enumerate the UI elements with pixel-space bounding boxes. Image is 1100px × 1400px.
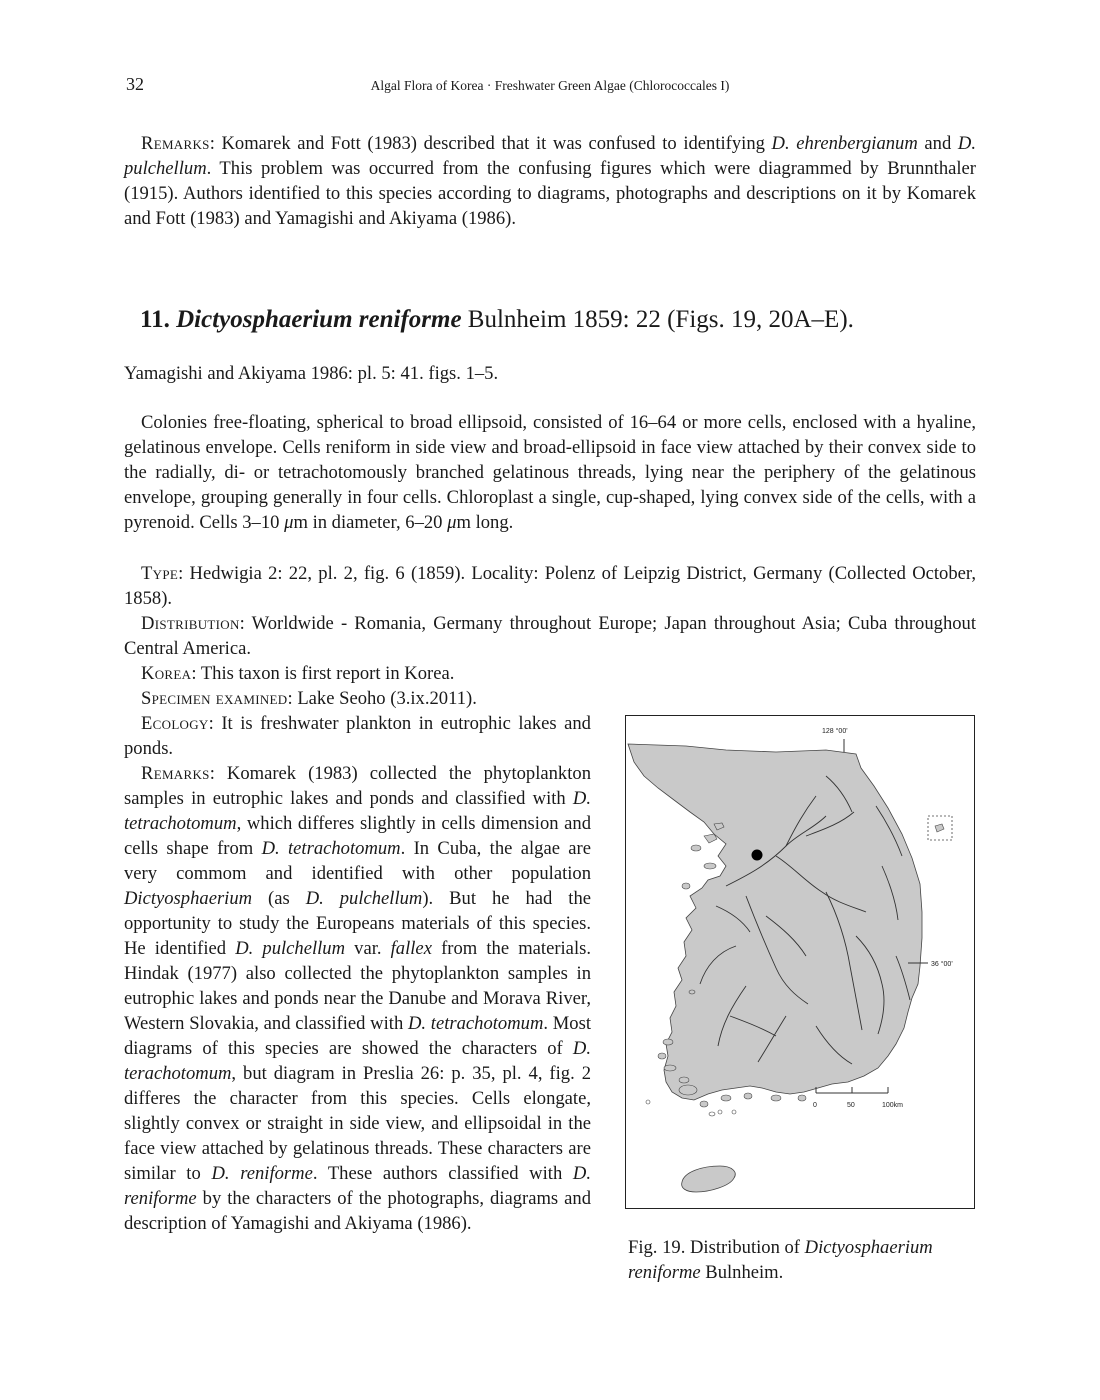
figure-caption bbox=[628, 1235, 976, 1285]
island bbox=[732, 1110, 736, 1114]
remarks2-text: . Most diagrams of this species are showed the characters of bbox=[124, 1013, 592, 1059]
scale-label-0: 0 bbox=[813, 1102, 817, 1109]
caption-text: Bulnheim. bbox=[700, 1262, 784, 1283]
left-column: Ecology: It is freshwater plankton in eutrophic lakes and ponds. Remarks: Komarek (1983) collected the phytoplankton samples in eutrophic lakes and ponds and classified with D. tetrachotomum, which differes slightly in cells dimension and cells shape from D. tetrachotomum. In Cuba, the algae are very commom and identified with other population Dictyosphaerium (as D. pulchellum). But he had the opportunity to study the Europeans materials of this species. He identified D. pulchellum var. fallex from the materials. Hindak (1977) also collected the phytoplankton samples in eutrophic lakes and ponds near the Danube and Morava River, Western Slovakia, and classified with D. tetrachotomum. Most diagrams of this species are showed the characters of D. terachotomum, but diagram in Preslia 26: p. 35, pl. 4, fig. 2 differes the character from this species. Cells elongate, slightly convex or straight in side view, and ellipsoidal in the face view attached by gelatinous threads. These characters are similar to D. reniforme. These authors classified with D. reniforme by the characters of the photographs, diagrams and description of Yamagishi and Akiyama (1986). bbox=[124, 713, 592, 1234]
korea-text: This taxon is first report in Korea. bbox=[200, 663, 455, 684]
island bbox=[704, 863, 716, 869]
ecology-text: It is freshwater plankton in eutrophic lakes and ponds. bbox=[124, 713, 591, 759]
longitude-label: 128 °00' bbox=[822, 728, 848, 735]
specimen-text: Lake Seoho (3.ix.2011). bbox=[297, 688, 477, 709]
taxon-name: Dictyosphaerium bbox=[124, 888, 253, 909]
latitude-label: 36 °00' bbox=[931, 961, 953, 968]
island bbox=[721, 1095, 731, 1101]
island bbox=[718, 1110, 722, 1114]
island bbox=[700, 1101, 708, 1107]
species-heading bbox=[140, 306, 854, 334]
remarks2-text: from the materials. Hindak (1977) also collected the phytoplankton samples in eutrophic lakes and ponds near the Danube and Morava River, Western Slovakia, and classified with bbox=[124, 938, 591, 1034]
species-reference: Yamagishi and Akiyama 1986: pl. 5: 41. figs. 1–5. bbox=[124, 363, 499, 384]
ecology-label: Ecology bbox=[141, 713, 209, 734]
remarks-text: and bbox=[917, 133, 958, 154]
specimen-label: Specimen examined bbox=[141, 688, 288, 709]
type-label: Type bbox=[141, 563, 179, 584]
remarks2-text: Komarek (1983) collected the phytoplankton samples in eutrophic lakes and ponds and classified with bbox=[124, 763, 591, 809]
description-text: m long. bbox=[456, 512, 514, 533]
species-fields: Type: Hedwigia 2: 22, pl. 2, fig. 6 (1859). Locality: Polenz of Leipzig District, Germany (Collected October, 1858). Distribution: Worldwide - Romania, Germany throughout Europe; Japan throughout Asia; Cuba throughout Central America. Korea: This taxon is first report in Korea. Specimen examined: Lake Seoho (3.ix.2011). bbox=[124, 563, 977, 709]
species-name: Dictyosphaerium reniforme bbox=[176, 306, 462, 333]
distribution-label: Distribution bbox=[141, 613, 240, 634]
type-text: Hedwigia 2: 22, pl. 2, fig. 6 (1859). Locality: Polenz of Leipzig District, Germany (Collected October, 1858). bbox=[124, 563, 976, 609]
taxon-name: D. terachotomum bbox=[124, 1038, 591, 1084]
scale-label-100km: 100km bbox=[882, 1102, 904, 1109]
remarks2-text: (as bbox=[252, 888, 306, 909]
top-remarks-paragraph: Remarks: Komarek and Fott (1983) described that it was confused to identifying D. ehrenbergianum and D. pulchellum. This problem was occurred from the confusing figures which were diagrammed by Brunnthaler (1915). Authors identified to this species according to diagrams, photographs and descriptions on it by Komarek and Fott (1983) and Yamagishi and Akiyama (1986). bbox=[124, 133, 976, 229]
taxon-name: D. reniforme bbox=[211, 1163, 313, 1184]
scale-bar bbox=[816, 1087, 888, 1093]
taxon-name: D. ehrenbergianum bbox=[771, 133, 918, 154]
mu-symbol: μ bbox=[284, 512, 294, 533]
island bbox=[798, 1095, 806, 1101]
island bbox=[689, 990, 695, 994]
island bbox=[679, 1085, 697, 1095]
remarks2-label: Remarks bbox=[141, 763, 210, 784]
island bbox=[679, 1077, 689, 1083]
running-title: Algal Flora of Korea · Freshwater Green Algae (Chlorococcales I) bbox=[370, 78, 730, 93]
page-number: 32 bbox=[126, 74, 144, 94]
remarks2-text: ). But he had the opportunity to study the Europeans materials of this species. He identified bbox=[124, 888, 591, 959]
island bbox=[744, 1093, 752, 1099]
taxon-name: D. tetrachotomum bbox=[124, 788, 591, 834]
ulleungdo-island bbox=[935, 824, 944, 832]
island bbox=[691, 845, 701, 851]
korea-landmass bbox=[628, 744, 922, 1100]
species-authority: Bulnheim 1859: 22 (Figs. 19, 20A–E). bbox=[467, 306, 854, 333]
remarks-text: Komarek and Fott (1983) described that it was confused to identifying bbox=[221, 133, 772, 154]
description-text: m in diameter, 6–20 bbox=[293, 512, 448, 533]
island bbox=[709, 1112, 715, 1116]
island bbox=[682, 883, 690, 889]
remarks-label: Remarks bbox=[141, 133, 210, 154]
island bbox=[771, 1095, 781, 1101]
remarks2-text: , but diagram in Preslia 26: p. 35, pl. 4, fig. 2 differes the character from this species. Cells elongate, slightly convex or straight in side view, and ellipsoidal in the face view attached by gelatinous threads. These characters are similar to bbox=[124, 1063, 591, 1184]
jeju-island bbox=[682, 1166, 736, 1192]
taxon-name: D. pulchellum bbox=[124, 133, 976, 179]
taxon-name: D. pulchellum bbox=[305, 888, 423, 909]
distribution-text: Worldwide - Romania, Germany throughout Europe; Japan throughout Asia; Cuba throughout Central America. bbox=[124, 613, 977, 659]
taxon-name: fallex bbox=[390, 938, 432, 959]
taxon-name: D. pulchellum bbox=[235, 938, 346, 959]
korea-label: Korea bbox=[141, 663, 192, 684]
remarks2-text: var. bbox=[345, 938, 391, 959]
mu-symbol: μ bbox=[447, 512, 457, 533]
island bbox=[663, 1039, 673, 1045]
species-description bbox=[124, 410, 976, 535]
scale-label-50: 50 bbox=[847, 1102, 855, 1109]
caption-taxon: Dictyosphaerium reniforme bbox=[628, 1237, 933, 1283]
remarks2-text: by the characters of the photographs, diagrams and description of Yamagishi and Akiyama (1986). bbox=[124, 1188, 591, 1234]
island bbox=[658, 1053, 666, 1059]
korea-map bbox=[626, 716, 974, 1208]
island bbox=[646, 1100, 650, 1104]
distribution-map-figure bbox=[625, 715, 975, 1209]
remarks-text: . This problem was occurred from the confusing figures which were diagrammed by Brunnthaler (1915). Authors identified to this species according to diagrams, photographs and descriptions on it by Komarek and Fott (1983) and Yamagishi and Akiyama (1986). bbox=[124, 158, 976, 229]
species-number: 11. bbox=[140, 306, 170, 333]
remarks2-text: . In Cuba, the algae are very commom and identified with other population bbox=[124, 838, 592, 884]
taxon-name: D. tetrachotomum bbox=[407, 1013, 544, 1034]
island bbox=[704, 834, 717, 843]
remarks2-text: . These authors classified with bbox=[312, 1163, 573, 1184]
caption-text: Fig. 19. Distribution of bbox=[628, 1237, 805, 1258]
taxon-name: D. tetrachotomum bbox=[261, 838, 401, 859]
island bbox=[664, 1065, 676, 1071]
description-text: Colonies free-floating, spherical to broad ellipsoid, consisted of 16–64 or more cells, enclosed with a hyaline, gelatinous envelope. Cells reniform in side view and broad-ellipsoid in face view attached by their convex side to the radially, di- or tetrachotomously branched gelatinous threads, lying near the periphery of the gelatinous envelope, grouping generally in four cells. Chloroplast a single, cup-shaped, lying convex side of the cells, with a pyrenoid. Cells 3–10 bbox=[124, 412, 976, 533]
locality-marker bbox=[752, 850, 763, 861]
taxon-name: D. reniforme bbox=[124, 1163, 591, 1209]
remarks2-text: , which differes slightly in cells dimension and cells shape from bbox=[124, 813, 591, 859]
